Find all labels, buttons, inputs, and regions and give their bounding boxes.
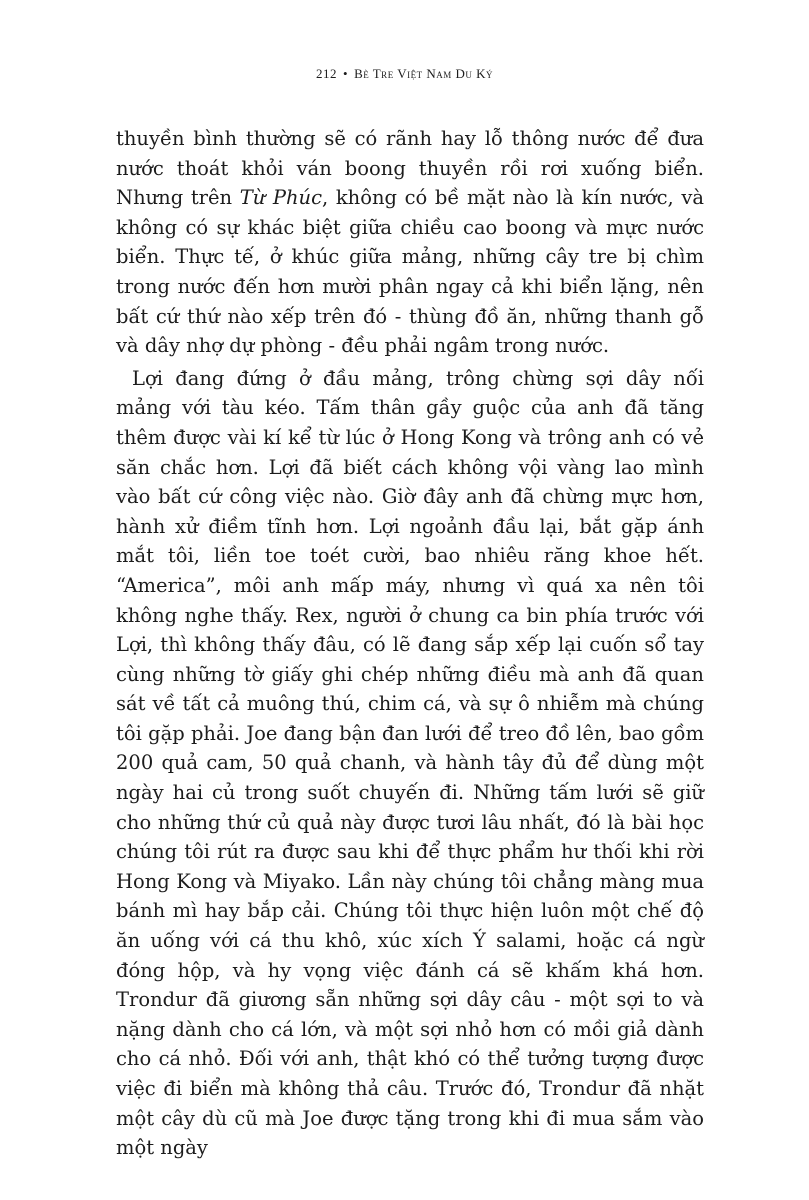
header-separator: •: [343, 66, 349, 81]
page-number: 212: [316, 66, 337, 81]
paragraph-text: thuyền bình thường sẽ có rãnh hay lỗ thông nước để đưa nước thoát khỏi ván boong thuyền rồi rơi xuống biển. Nhưng trên: [116, 127, 704, 210]
ship-name-italic: Từ Phúc: [239, 186, 323, 210]
book-title: Bè Tre Việt Nam Du Ký: [354, 66, 493, 81]
paragraph-continuation: [116, 124, 704, 361]
running-header: [0, 66, 809, 82]
paragraph: Lợi đang đứng ở đầu mảng, trông chừng sợi dây nối mảng với tàu kéo. Tấm thân gầy guộc của anh đã tăng thêm được vài kí kể từ lúc ở Hong Kong và trông anh có vẻ săn chắc hơn. Lợi đã biết cách không vội vàng lao mình vào bất cứ công việc nào. Giờ đây anh đã chừng mực hơn, hành xử điềm tĩnh hơn. Lợi ngoảnh đầu lại, bắt gặp ánh mắt tôi, liền toe toét cười, bao nhiêu răng khoe hết. “America”, môi anh mấp máy, nhưng vì quá xa nên tôi không nghe thấy. Rex, người ở chung ca bin phía trước với Lợi, thì không thấy đâu, có lẽ đang sắp xếp lại cuốn sổ tay cùng những tờ giấy ghi chép những điều mà anh đã quan sát về tất cả muông thú, chim cá, và sự ô nhiễm mà chúng tôi gặp phải. Joe đang bận đan lưới để treo đồ lên, bao gồm 200 quả cam, 50 quả chanh, và hành tây đủ để dùng một ngày hai củ trong suốt chuyến đi. Những tấm lưới sẽ giữ cho những thứ củ quả này được tươi lâu nhất, đó là bài học chúng tôi rút ra được sau khi để thực phẩm hư thối khi rời Hong Kong và Miyako. Lần này chúng tôi chẳng màng mua bánh mì hay bắp cải. Chúng tôi thực hiện luôn một chế độ ăn uống với cá thu khô, xúc xích Ý salami, hoặc cá ngừ đóng hộp, và hy vọng việc đánh cá sẽ khấm khá hơn. Trondur đã giương sẵn những sợi dây câu - một sợi to và nặng dành cho cá lớn, và một sợi nhỏ hơn có mồi giả dành cho cá nhỏ. Đối với anh, thật khó có thể tưởng tượng được việc đi biển mà không thả câu. Trước đó, Trondur đã nhặt một cây dù cũ mà Joe được tặng trong khi đi mua sắm vào một ngày: [116, 366, 704, 1160]
paragraph-text: , không có bề mặt nào là kín nước, và không có sự khác biệt giữa chiều cao boong và mực nước biển. Thực tế, ở khúc giữa mảng, những cây tre bị chìm trong nước đến hơn mười phân ngay cả khi biển lặng, nên bất cứ thứ nào xếp trên đó - thùng đồ ăn, những thanh gỗ và dây nhợ dự phòng - đều phải ngâm trong nước.: [116, 186, 704, 358]
body-text: [116, 124, 704, 1163]
